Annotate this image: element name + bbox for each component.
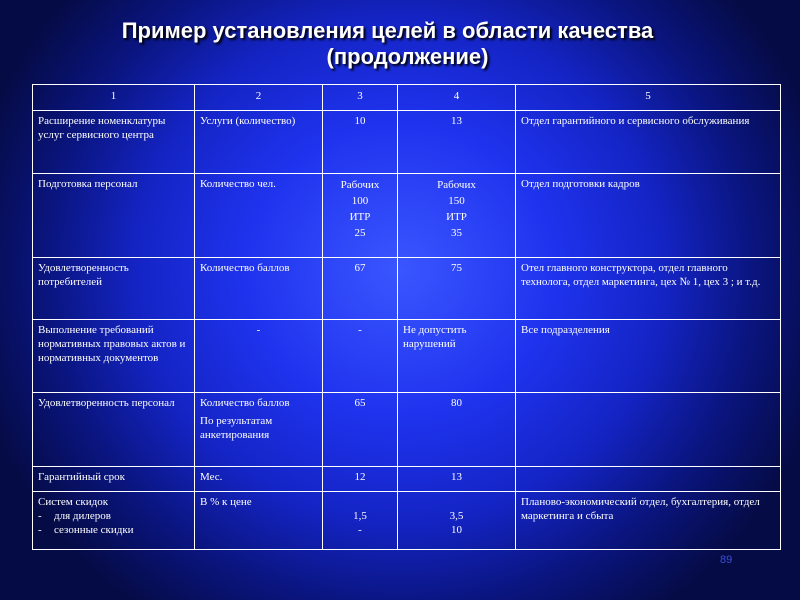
table-row	[33, 111, 781, 174]
cell-line: 10	[451, 524, 462, 536]
table-cell-indicator	[195, 393, 323, 467]
slide-title-line-2: (продолжение)	[326, 44, 489, 69]
cell-line: 25	[354, 227, 366, 239]
table-cell-current	[323, 492, 398, 550]
cell-line: Количество баллов	[200, 397, 290, 409]
cell-line: ИТР	[349, 211, 371, 223]
table-cell-current: 67	[323, 258, 398, 320]
table-cell-target: Не допустить нарушений	[398, 320, 516, 393]
cell-line: -	[358, 524, 362, 536]
table-cell-indicator: Количество баллов	[195, 258, 323, 320]
table-cell-target: 13	[398, 467, 516, 492]
table-cell-indicator: В % к цене	[195, 492, 323, 550]
table-cell-target: 75	[398, 258, 516, 320]
table-cell-goal: Удовлетворенность потребителей	[33, 258, 195, 320]
list-item: - сезонные скидки	[38, 523, 189, 537]
table-header-row	[33, 85, 781, 111]
table-row	[33, 467, 781, 492]
table-cell-target: 13	[398, 111, 516, 174]
table-cell-goal	[33, 492, 195, 550]
cell-line: Рабочих	[340, 179, 380, 191]
table-cell-current: 10	[323, 111, 398, 174]
slide-title-line-1: Пример установления целей в области качества	[121, 18, 654, 43]
cell-line: ИТР	[446, 211, 467, 223]
table-cell-responsible	[516, 393, 781, 467]
table-cell-goal: Выполнение требований нормативных правовых актов и нормативных документов	[33, 320, 195, 393]
table-cell-current: 12	[323, 467, 398, 492]
table-cell-goal: Гарантийный срок	[33, 467, 195, 492]
cell-line: 100	[351, 195, 369, 207]
table-cell-responsible: Отдел гарантийного и сервисного обслуживания	[516, 111, 781, 174]
column-header: 1	[33, 85, 195, 111]
cell-line: 3,5	[449, 510, 464, 522]
table-row	[33, 258, 781, 320]
table-row	[33, 174, 781, 258]
cell-line: 35	[451, 227, 462, 239]
table-row	[33, 393, 781, 467]
table-cell-responsible: Отел главного конструктора, отдел главного технолога, отдел маркетинга, цех № 1, цех 3 ; и т.д.	[516, 258, 781, 320]
table-cell-goal: Удовлетворенность персонал	[33, 393, 195, 467]
table-cell-goal: Подготовка персонал	[33, 174, 195, 258]
cell-line: Рабочих	[437, 179, 476, 191]
quality-goals-table	[32, 84, 781, 550]
column-header: 2	[195, 85, 323, 111]
table-cell-target: 80	[398, 393, 516, 467]
table-cell-responsible: Отдел подготовки кадров	[516, 174, 781, 258]
list-item: - для дилеров	[38, 509, 189, 523]
column-header: 4	[398, 85, 516, 111]
table-cell-indicator: -	[195, 320, 323, 393]
cell-line: 1,5	[353, 510, 367, 522]
cell-line: 150	[448, 195, 465, 207]
table-cell-current: -	[323, 320, 398, 393]
slide-title	[0, 18, 800, 70]
cell-line: Систем скидок	[38, 496, 109, 508]
table-cell-responsible	[516, 467, 781, 492]
table-cell-target	[398, 174, 516, 258]
table-cell-responsible: Планово-экономический отдел, бухгалтерия, отдел маркетинга и сбыта	[516, 492, 781, 550]
table-cell-target	[398, 492, 516, 550]
table-row	[33, 320, 781, 393]
column-header: 5	[516, 85, 781, 111]
cell-line: По результатам анкетирования	[200, 415, 273, 441]
table-row	[33, 492, 781, 550]
page-number: 89	[720, 554, 733, 566]
table-cell-indicator: Услуги (количество)	[195, 111, 323, 174]
table-cell-current: 65	[323, 393, 398, 467]
table-cell-current	[323, 174, 398, 258]
table-cell-goal: Расширение номенклатуры услуг сервисного центра	[33, 111, 195, 174]
table-cell-indicator: Мес.	[195, 467, 323, 492]
table-cell-responsible: Все подразделения	[516, 320, 781, 393]
table-cell-indicator: Количество чел.	[195, 174, 323, 258]
column-header: 3	[323, 85, 398, 111]
